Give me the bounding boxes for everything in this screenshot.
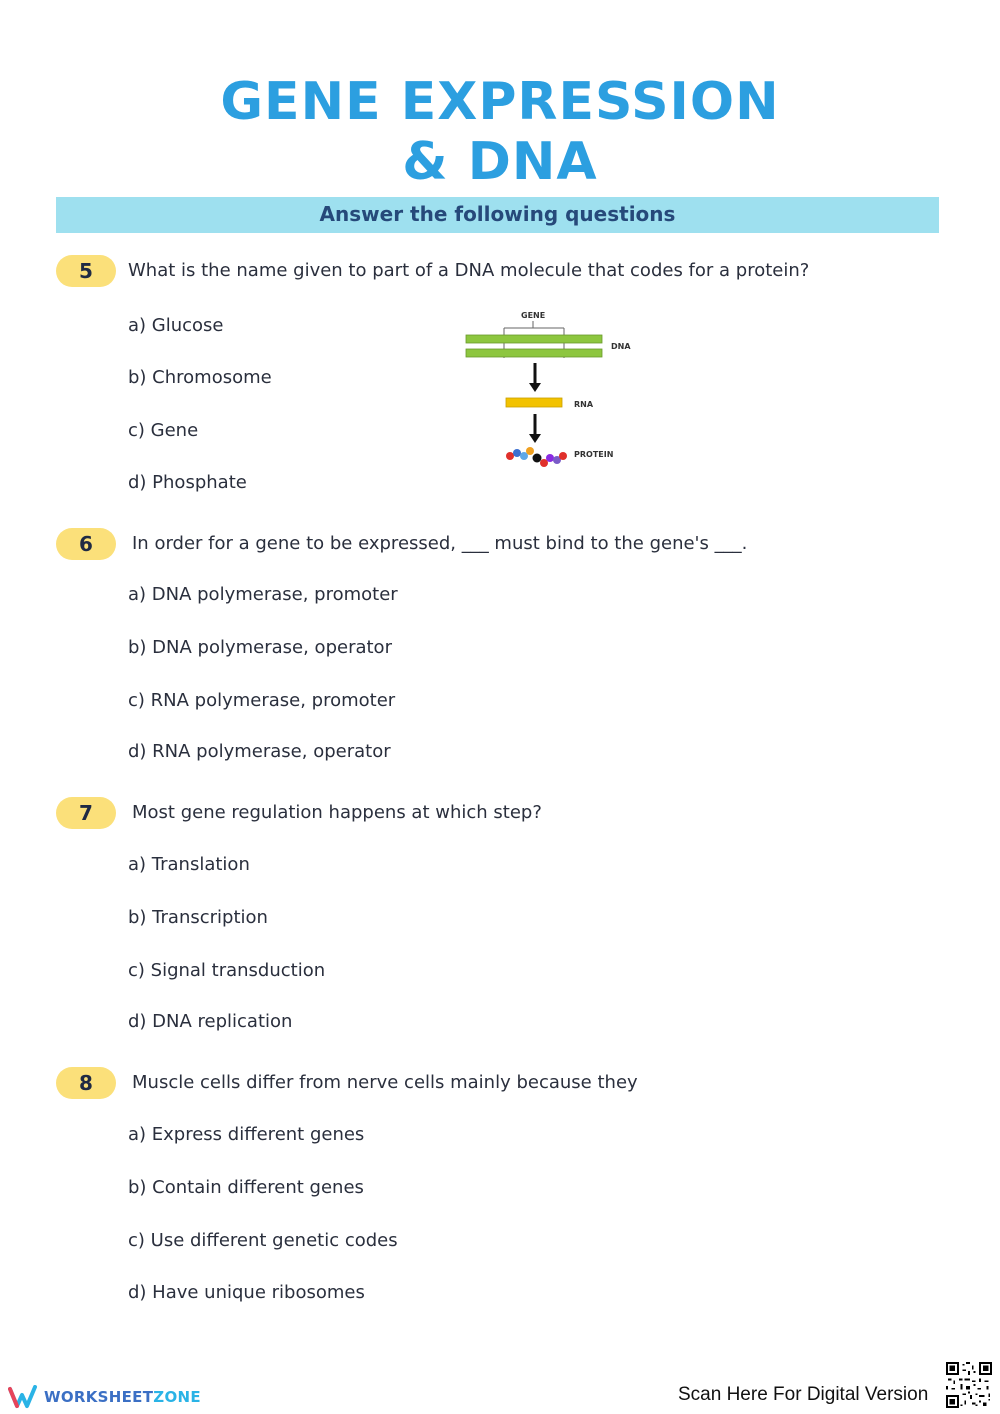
qr-code-icon[interactable]: [946, 1362, 992, 1408]
question-text: In order for a gene to be expressed, ___ must bind to the gene's ___.: [132, 533, 748, 554]
question-text: Muscle cells differ from nerve cells mainly because they: [132, 1072, 638, 1093]
answer-option[interactable]: c) Signal transduction: [128, 960, 326, 981]
title-line-1: GENE EXPRESSION: [220, 72, 780, 132]
answer-option[interactable]: b) Contain different genes: [128, 1177, 364, 1198]
answer-option[interactable]: d) Phosphate: [128, 472, 247, 493]
answer-option[interactable]: d) RNA polymerase, operator: [128, 741, 391, 762]
arrow-down-icon: [529, 414, 541, 443]
page-title: [0, 72, 1000, 192]
logo-word-2: ZONE: [153, 1388, 201, 1406]
worksheetzone-logo[interactable]: [8, 1382, 201, 1412]
scan-instruction: Scan Here For Digital Version: [678, 1384, 929, 1405]
dna-strand-top: [466, 335, 602, 343]
dna-label: DNA: [611, 342, 631, 351]
protein-label: PROTEIN: [574, 450, 614, 459]
title-line-2: & DNA: [402, 132, 598, 192]
rna-label: RNA: [574, 400, 594, 409]
answer-option[interactable]: a) Translation: [128, 854, 250, 875]
question-number-badge: 6: [56, 528, 116, 560]
gene-expression-diagram: [460, 305, 650, 475]
answer-option[interactable]: b) Transcription: [128, 907, 268, 928]
question-number-badge: 5: [56, 255, 116, 287]
answer-option[interactable]: b) DNA polymerase, operator: [128, 637, 392, 658]
answer-option[interactable]: b) Chromosome: [128, 367, 272, 388]
question-text: Most gene regulation happens at which step?: [132, 802, 542, 823]
protein-chain: [506, 447, 567, 467]
arrow-down-icon: [529, 363, 541, 392]
answer-option[interactable]: d) Have unique ribosomes: [128, 1282, 365, 1303]
answer-option[interactable]: c) RNA polymerase, promoter: [128, 690, 396, 711]
answer-option[interactable]: c) Use different genetic codes: [128, 1230, 398, 1251]
answer-option[interactable]: a) Express different genes: [128, 1124, 365, 1145]
logo-wordmark: [44, 1388, 201, 1406]
w-logo-icon: [8, 1385, 40, 1409]
instruction-banner: Answer the following questions: [56, 197, 939, 233]
question-number-badge: 8: [56, 1067, 116, 1099]
gene-label: GENE: [521, 311, 546, 320]
answer-option[interactable]: a) Glucose: [128, 315, 224, 336]
dna-strand-bottom: [466, 349, 602, 357]
answer-option[interactable]: d) DNA replication: [128, 1011, 293, 1032]
question-text: What is the name given to part of a DNA molecule that codes for a protein?: [128, 260, 810, 281]
logo-word-1: WORKSHEET: [44, 1388, 154, 1406]
question-number-badge: 7: [56, 797, 116, 829]
rna-strand: [506, 398, 562, 407]
answer-option[interactable]: c) Gene: [128, 420, 199, 441]
answer-option[interactable]: a) DNA polymerase, promoter: [128, 584, 398, 605]
